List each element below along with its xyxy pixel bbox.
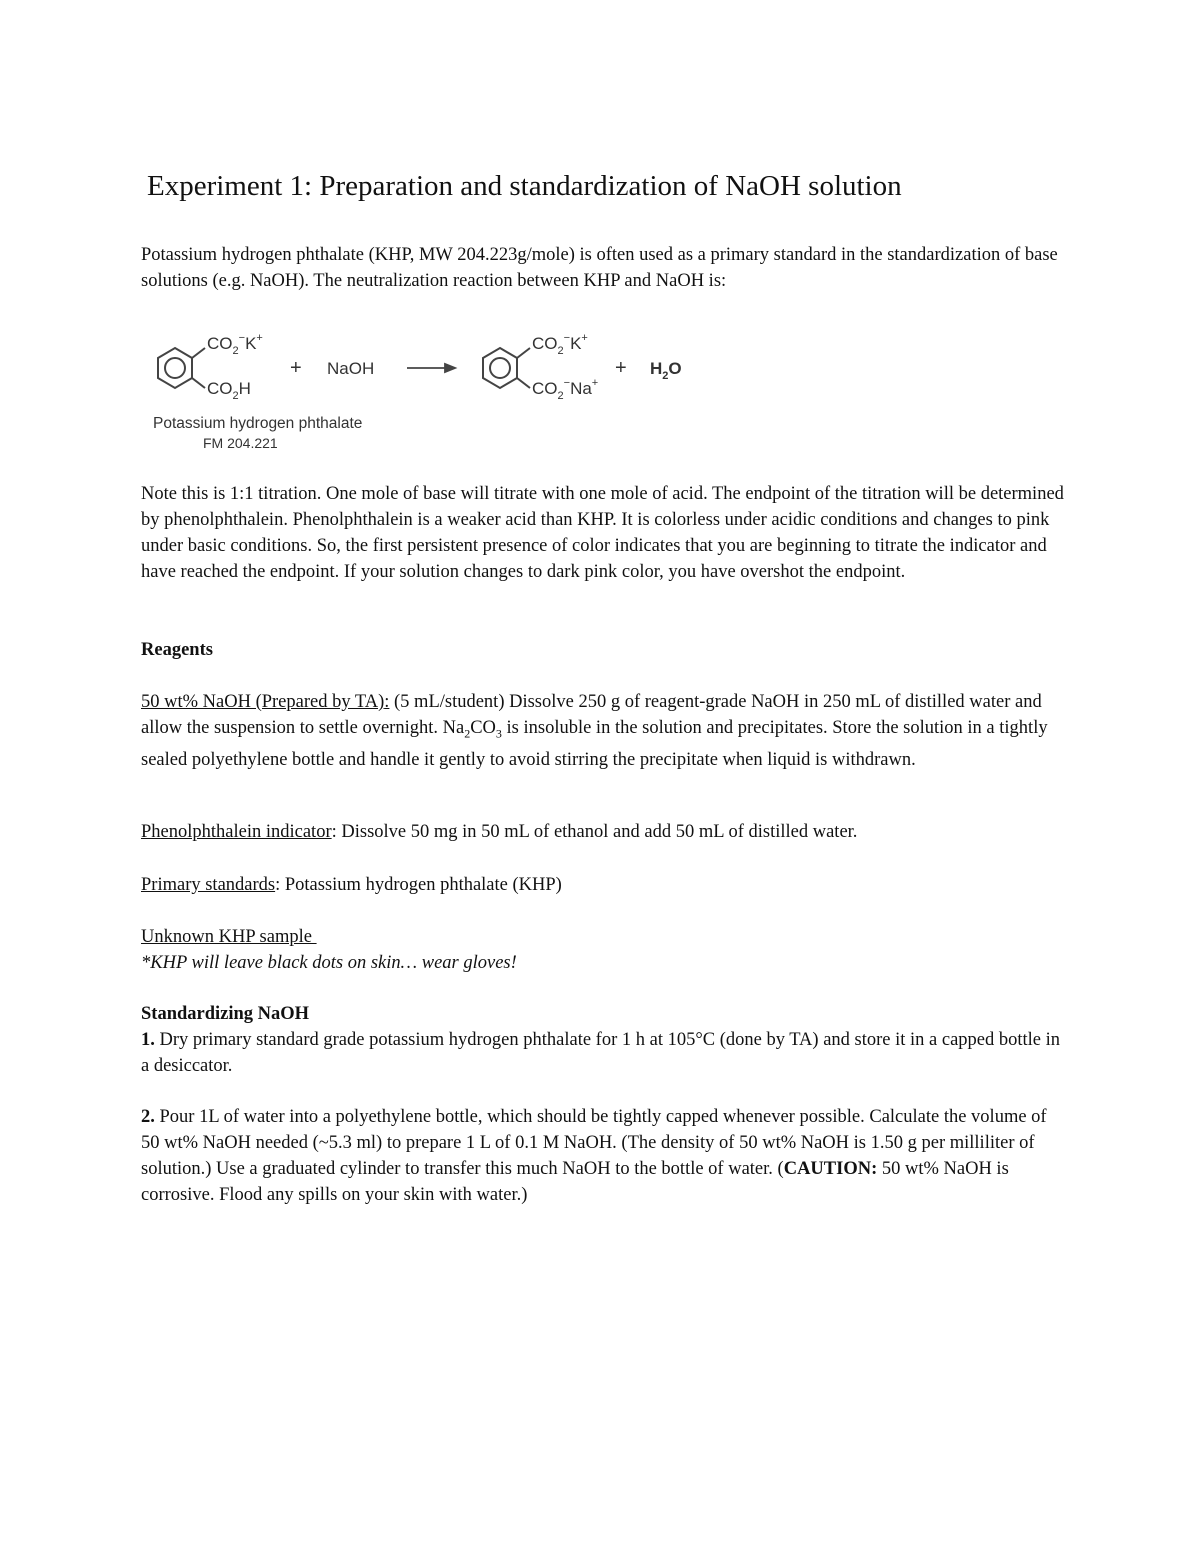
product-bottom-group: CO	[532, 379, 558, 398]
benzene-ring-reactant	[158, 348, 205, 388]
khp-caption-fm: FM 204.221	[203, 435, 278, 451]
step-2: 2. Pour 1L of water into a polyethylene bottle, which should be tightly capped whenever possible. Calculate the volume of 50 wt% NaOH needed (~5.3 ml) to prepare 1 L of 0.1 M NaOH. (The density of 50 wt% NaOH is 1.50 g per milliliter of solution.) Use a graduated cylinder to transfer this much NaOH to the bottle of water. (CAUTION: 50 wt% NaOH is corrosive. Flood any spills on your skin with water.)	[141, 1107, 1047, 1205]
svg-text:CO2−K+: $CO_2^-K^+$	[207, 332, 263, 357]
reagents-heading: Reagents	[141, 640, 213, 660]
glove-warning: *KHP will leave black dots on skin… wear gloves!	[141, 953, 517, 973]
water-product: H	[650, 359, 663, 378]
naoh-reagent: NaOH	[327, 359, 375, 378]
benzene-ring-product	[483, 348, 530, 388]
note-paragraph: Note this is 1:1 titration. One mole of base will titrate with one mole of acid. The endpoint of the titration will be determined by phenolphthalein. Phenolphthalein is a weaker acid than KHP. It is colorless under acidic conditions and changes to pink under basic conditions. So, the first persistent presence of color indicates that you are beginning to titrate the indicator and have reached the endpoint. If your solution changes to dark pink color, you have overshot the endpoint.	[141, 484, 1064, 582]
primary-standards-label: Primary standards	[141, 875, 276, 895]
naoh-reagent-paragraph: 50 wt% NaOH (Prepared by TA): (5 mL/student) Dissolve 250 g of reagent-grade NaOH in 250 mL of distilled water and allow the suspension to settle overnight. $Na_2CO_3$ is insoluble in the solution and precipitates. Store the solution in a tightly sealed polyethylene bottle and handle it gently to avoid stirring the precipitate when liquid is withdrawn.	[141, 692, 1048, 770]
reactant-top-group: CO	[207, 334, 233, 353]
unknown-sample-paragraph	[141, 924, 1066, 976]
standardizing-heading: Standardizing NaOH	[141, 1004, 310, 1024]
khp-caption-name: Potassium hydrogen phthalate	[153, 415, 363, 432]
plus-sign: +	[290, 357, 302, 379]
naoh-reagent-label: 50 wt% NaOH (Prepared by TA)	[141, 692, 385, 712]
step-2-number: 2.	[141, 1107, 155, 1127]
reaction-diagram	[145, 326, 705, 460]
product-top-group: CO	[532, 334, 558, 353]
step-1: 1. Dry primary standard grade potassium hydrogen phthalate for 1 h at 105°C (done by TA) and store it in a capped bottle in a desiccator.	[141, 1030, 1061, 1076]
page-title: Experiment 1: Preparation and standardization of NaOH solution	[147, 170, 902, 202]
intro-paragraph: Potassium hydrogen phthalate (KHP, MW 204.223g/mole) is often used as a primary standard in the standardization of base solutions (e.g. NaOH). The neutralization reaction between KHP and NaOH is:	[141, 245, 1058, 291]
plus-sign-2: +	[615, 357, 627, 379]
unknown-sample-label: Unknown KHP sample	[141, 927, 317, 947]
phenolphthalein-label: Phenolphthalein indicator	[141, 822, 332, 842]
reaction-scheme	[145, 326, 705, 460]
reactant-bottom-group: CO	[207, 379, 233, 398]
svg-text:H2O: $H_2O$	[650, 359, 682, 382]
reaction-arrow	[407, 364, 455, 372]
primary-standards-paragraph: Primary standards: Potassium hydrogen phthalate (KHP)	[141, 875, 562, 895]
step-1-number: 1.	[141, 1030, 155, 1050]
caution-label: CAUTION:	[783, 1159, 878, 1179]
phenolphthalein-paragraph: Phenolphthalein indicator: Dissolve 50 mg in 50 mL of ethanol and add 50 mL of distilled water.	[141, 822, 858, 842]
svg-text:CO2−K+: $CO_2^-K^+$	[532, 332, 588, 357]
svg-text:CO2H: $CO_2H$	[207, 379, 251, 402]
svg-text:CO2−Na+: $CO_2^-Na^+$	[532, 377, 599, 402]
